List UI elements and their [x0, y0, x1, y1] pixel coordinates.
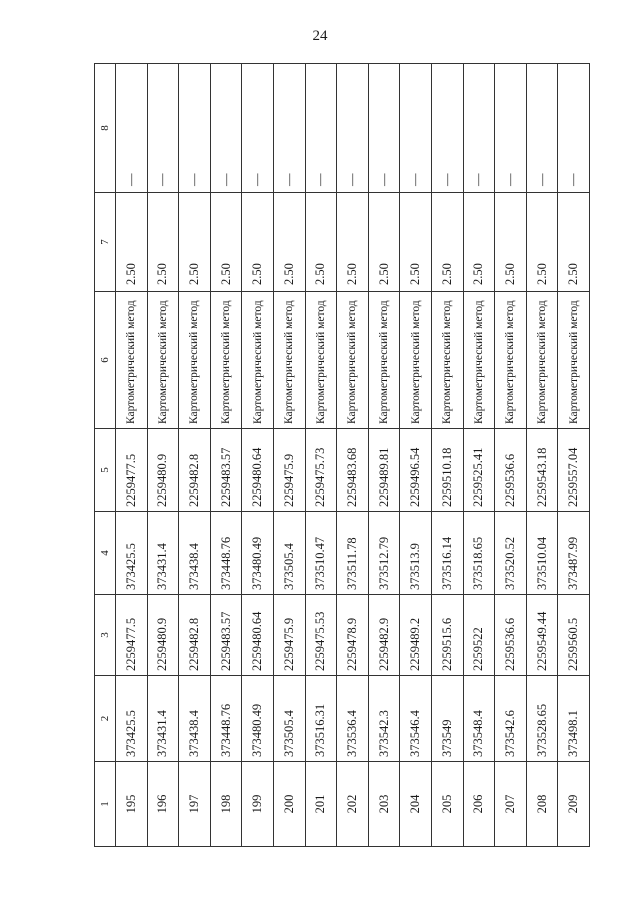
cell-accuracy: 2.50: [526, 193, 558, 292]
cell-x-coordinate-1: 373536.4: [337, 676, 369, 762]
cell-point-number: 198: [210, 762, 242, 847]
cell-method: Картометрический метод: [242, 292, 274, 429]
cell-y-coordinate-2: 2259525.41: [463, 429, 495, 512]
table-row: [116, 64, 148, 847]
cell-accuracy: 2.50: [305, 193, 337, 292]
cell-x-coordinate-1: 373516.31: [305, 676, 337, 762]
cell-accuracy: 2.50: [463, 193, 495, 292]
cell-x-coordinate-2: 373438.4: [179, 512, 211, 595]
table-body: [116, 64, 590, 847]
table-row: [337, 64, 369, 847]
table-row: [147, 64, 179, 847]
cell-note: —: [242, 64, 274, 193]
cell-point-number: 207: [495, 762, 527, 847]
cell-y-coordinate-1: 2259475.9: [273, 595, 305, 676]
cell-y-coordinate-2: 2259475.9: [273, 429, 305, 512]
cell-y-coordinate-1: 2259522: [463, 595, 495, 676]
cell-accuracy: 2.50: [495, 193, 527, 292]
cell-accuracy: 2.50: [273, 193, 305, 292]
cell-note: —: [495, 64, 527, 193]
cell-y-coordinate-2: 2259483.57: [210, 429, 242, 512]
cell-note: —: [179, 64, 211, 193]
cell-note: —: [210, 64, 242, 193]
cell-x-coordinate-2: 373505.4: [273, 512, 305, 595]
cell-point-number: 202: [337, 762, 369, 847]
cell-x-coordinate-2: 373448.76: [210, 512, 242, 595]
cell-y-coordinate-1: 2259549.44: [526, 595, 558, 676]
cell-note: —: [463, 64, 495, 193]
cell-method: Картометрический метод: [463, 292, 495, 429]
cell-x-coordinate-2: 373518.65: [463, 512, 495, 595]
cell-accuracy: 2.50: [558, 193, 590, 292]
coordinates-table: [94, 63, 590, 847]
cell-x-coordinate-2: 373480.49: [242, 512, 274, 595]
cell-note: —: [558, 64, 590, 193]
cell-method: Картометрический метод: [210, 292, 242, 429]
column-header-3: 3: [95, 595, 116, 676]
cell-method: Картометрический метод: [495, 292, 527, 429]
table-row: [210, 64, 242, 847]
table-row: [526, 64, 558, 847]
cell-x-coordinate-2: 373513.9: [400, 512, 432, 595]
cell-y-coordinate-2: 2259489.81: [368, 429, 400, 512]
cell-y-coordinate-2: 2259536.6: [495, 429, 527, 512]
cell-note: —: [305, 64, 337, 193]
column-header-7: 7: [95, 193, 116, 292]
cell-y-coordinate-2: 2259475.73: [305, 429, 337, 512]
cell-x-coordinate-1: 373498.1: [558, 676, 590, 762]
cell-y-coordinate-1: 2259482.8: [179, 595, 211, 676]
cell-note: —: [337, 64, 369, 193]
cell-y-coordinate-1: 2259478.9: [337, 595, 369, 676]
table-row: [558, 64, 590, 847]
cell-y-coordinate-1: 2259477.5: [116, 595, 148, 676]
cell-x-coordinate-1: 373438.4: [179, 676, 211, 762]
column-header-1: 1: [95, 762, 116, 847]
cell-note: —: [431, 64, 463, 193]
cell-y-coordinate-1: 2259560.5: [558, 595, 590, 676]
cell-y-coordinate-1: 2259489.2: [400, 595, 432, 676]
table-row: [400, 64, 432, 847]
cell-method: Картометрический метод: [116, 292, 148, 429]
cell-x-coordinate-1: 373546.4: [400, 676, 432, 762]
cell-point-number: 208: [526, 762, 558, 847]
table-row: [431, 64, 463, 847]
cell-method: Картометрический метод: [368, 292, 400, 429]
cell-y-coordinate-2: 2259480.9: [147, 429, 179, 512]
table-row: [495, 64, 527, 847]
cell-accuracy: 2.50: [368, 193, 400, 292]
cell-method: Картометрический метод: [337, 292, 369, 429]
cell-point-number: 206: [463, 762, 495, 847]
cell-x-coordinate-2: 373431.4: [147, 512, 179, 595]
cell-x-coordinate-2: 373516.14: [431, 512, 463, 595]
column-header-8: 8: [95, 64, 116, 193]
cell-accuracy: 2.50: [431, 193, 463, 292]
cell-method: Картометрический метод: [273, 292, 305, 429]
cell-y-coordinate-1: 2259483.57: [210, 595, 242, 676]
cell-x-coordinate-1: 373425.5: [116, 676, 148, 762]
cell-accuracy: 2.50: [210, 193, 242, 292]
cell-note: —: [400, 64, 432, 193]
cell-accuracy: 2.50: [400, 193, 432, 292]
table-row: [179, 64, 211, 847]
cell-accuracy: 2.50: [337, 193, 369, 292]
cell-x-coordinate-1: 373505.4: [273, 676, 305, 762]
cell-x-coordinate-1: 373542.6: [495, 676, 527, 762]
cell-x-coordinate-1: 373528.65: [526, 676, 558, 762]
cell-method: Картометрический метод: [305, 292, 337, 429]
column-header-5: 5: [95, 429, 116, 512]
cell-x-coordinate-2: 373425.5: [116, 512, 148, 595]
cell-method: Картометрический метод: [558, 292, 590, 429]
cell-method: Картометрический метод: [179, 292, 211, 429]
cell-method: Картометрический метод: [147, 292, 179, 429]
cell-accuracy: 2.50: [179, 193, 211, 292]
column-header-4: 4: [95, 512, 116, 595]
cell-method: Картометрический метод: [400, 292, 432, 429]
cell-point-number: 203: [368, 762, 400, 847]
cell-x-coordinate-2: 373511.78: [337, 512, 369, 595]
column-header-2: 2: [95, 676, 116, 762]
cell-note: —: [526, 64, 558, 193]
table-row: [463, 64, 495, 847]
cell-note: —: [273, 64, 305, 193]
cell-point-number: 196: [147, 762, 179, 847]
cell-note: —: [116, 64, 148, 193]
cell-point-number: 204: [400, 762, 432, 847]
cell-note: —: [147, 64, 179, 193]
cell-y-coordinate-2: 2259557.04: [558, 429, 590, 512]
cell-x-coordinate-2: 373520.52: [495, 512, 527, 595]
cell-method: Картометрический метод: [431, 292, 463, 429]
cell-point-number: 205: [431, 762, 463, 847]
cell-y-coordinate-2: 2259480.64: [242, 429, 274, 512]
cell-accuracy: 2.50: [147, 193, 179, 292]
cell-point-number: 201: [305, 762, 337, 847]
cell-x-coordinate-1: 373549: [431, 676, 463, 762]
table-row: [305, 64, 337, 847]
cell-x-coordinate-2: 373510.47: [305, 512, 337, 595]
cell-y-coordinate-1: 2259482.9: [368, 595, 400, 676]
cell-point-number: 209: [558, 762, 590, 847]
cell-y-coordinate-2: 2259543.18: [526, 429, 558, 512]
cell-y-coordinate-2: 2259477.5: [116, 429, 148, 512]
cell-accuracy: 2.50: [116, 193, 148, 292]
cell-point-number: 195: [116, 762, 148, 847]
cell-y-coordinate-2: 2259510.18: [431, 429, 463, 512]
cell-x-coordinate-1: 373548.4: [463, 676, 495, 762]
column-header-6: 6: [95, 292, 116, 429]
cell-method: Картометрический метод: [526, 292, 558, 429]
cell-y-coordinate-1: 2259475.53: [305, 595, 337, 676]
table-header-row: [95, 64, 116, 847]
cell-y-coordinate-2: 2259496.54: [400, 429, 432, 512]
cell-note: —: [368, 64, 400, 193]
cell-y-coordinate-1: 2259536.6: [495, 595, 527, 676]
cell-x-coordinate-1: 373480.49: [242, 676, 274, 762]
cell-x-coordinate-1: 373448.76: [210, 676, 242, 762]
page-number: 24: [312, 28, 328, 44]
cell-x-coordinate-2: 373510.04: [526, 512, 558, 595]
cell-x-coordinate-1: 373542.3: [368, 676, 400, 762]
cell-x-coordinate-2: 373512.79: [368, 512, 400, 595]
table-row: [368, 64, 400, 847]
coordinates-table-container: [94, 64, 590, 847]
cell-y-coordinate-1: 2259480.64: [242, 595, 274, 676]
cell-y-coordinate-2: 2259482.8: [179, 429, 211, 512]
cell-x-coordinate-1: 373431.4: [147, 676, 179, 762]
table-row: [273, 64, 305, 847]
cell-y-coordinate-1: 2259515.6: [431, 595, 463, 676]
table-row: [242, 64, 274, 847]
cell-y-coordinate-2: 2259483.68: [337, 429, 369, 512]
cell-accuracy: 2.50: [242, 193, 274, 292]
cell-point-number: 200: [273, 762, 305, 847]
cell-x-coordinate-2: 373487.99: [558, 512, 590, 595]
cell-point-number: 199: [242, 762, 274, 847]
cell-point-number: 197: [179, 762, 211, 847]
cell-y-coordinate-1: 2259480.9: [147, 595, 179, 676]
